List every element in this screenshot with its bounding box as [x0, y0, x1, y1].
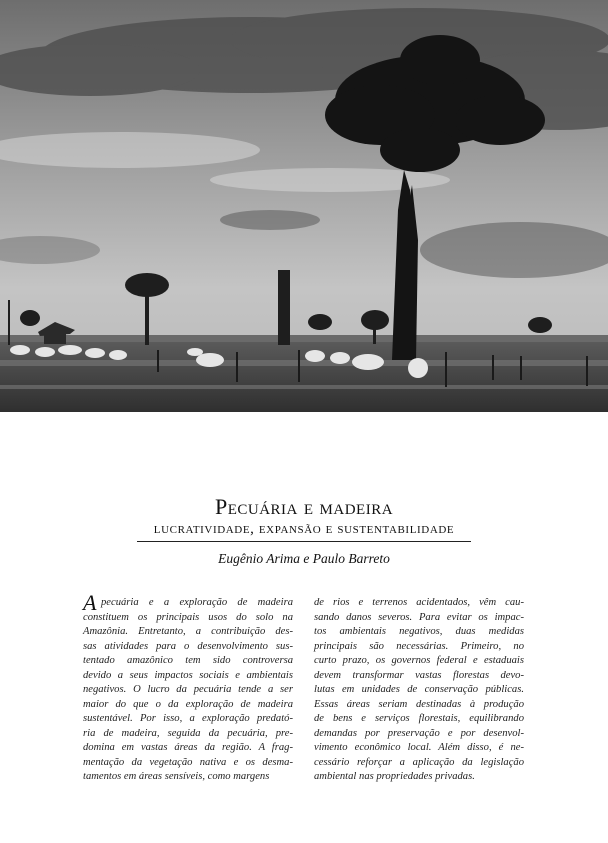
article-title-block: [0, 494, 608, 538]
text-line: cessário reforçar a aplicação da legislação: [314, 756, 524, 768]
text-line: Essas áreas seriam destinadas à produção: [314, 698, 524, 710]
text-line: tamentos em áreas sensíveis, como margens: [83, 771, 270, 782]
text-line: de rios e terrenos acidentados, vêm cau-: [314, 597, 524, 608]
text-line: demandas por preservação e por desenvol-: [314, 727, 524, 739]
text-column-left: [83, 596, 293, 785]
text-line: tos ambientais negativos, duas medidas: [314, 626, 524, 637]
text-line: ria de madeira, seguida da pecuária, pre-: [83, 727, 293, 739]
text-line: Amazônia. Entretanto, a contribuição des-: [83, 626, 293, 637]
text-line: maior do que o da exploração de madeira: [83, 698, 293, 710]
text-column-right: [314, 596, 524, 785]
text-line: sas atividades para o desenvolvimento sus-: [83, 640, 293, 652]
article-authors: Eugênio Arima e Paulo Barreto: [218, 551, 390, 566]
text-line: lutas em unidades de conservação públicas.: [314, 684, 524, 695]
drop-cap: A: [83, 590, 97, 615]
text-line: domina em vastas áreas da região. A frag-: [83, 742, 293, 753]
text-line: negativos. O lucro da pecuária tende a ser: [83, 684, 293, 695]
text-line: curto prazo, os governos federal e estaduais: [314, 655, 524, 666]
text-line: devem transformar vastas florestas devo-: [314, 669, 524, 681]
text-line: de bens e serviços florestais, equilibrando: [314, 713, 524, 724]
text-line: vimento econômico local. Além disso, é ne-: [314, 742, 524, 753]
text-line: devido a seus impactos sociais e ambientais: [83, 669, 293, 681]
text-line: sando danos severos. Para evitar os impac-: [314, 611, 524, 623]
text-line: ambiental nas propriedades privadas.: [314, 771, 475, 782]
text-line: sustentável. Por isso, a exploração predató-: [83, 713, 293, 724]
text-line: mentação da vegetação nativa e os desma-: [83, 756, 293, 768]
text-line: constituem os principais usos do solo na: [83, 611, 293, 623]
text-line: tentado amazônico tem sido controversa: [83, 655, 293, 666]
article-subtitle: lucratividade, expansão e sustentabilidade: [153, 521, 455, 537]
text-line: pecuária e a exploração de madeira: [101, 597, 293, 608]
pasture-landscape-photo: [0, 0, 608, 412]
text-line: principais são necessárias. Primeiro, no: [314, 640, 524, 652]
article-title: Pecuária e madeira: [214, 494, 394, 519]
title-divider: [137, 541, 471, 542]
